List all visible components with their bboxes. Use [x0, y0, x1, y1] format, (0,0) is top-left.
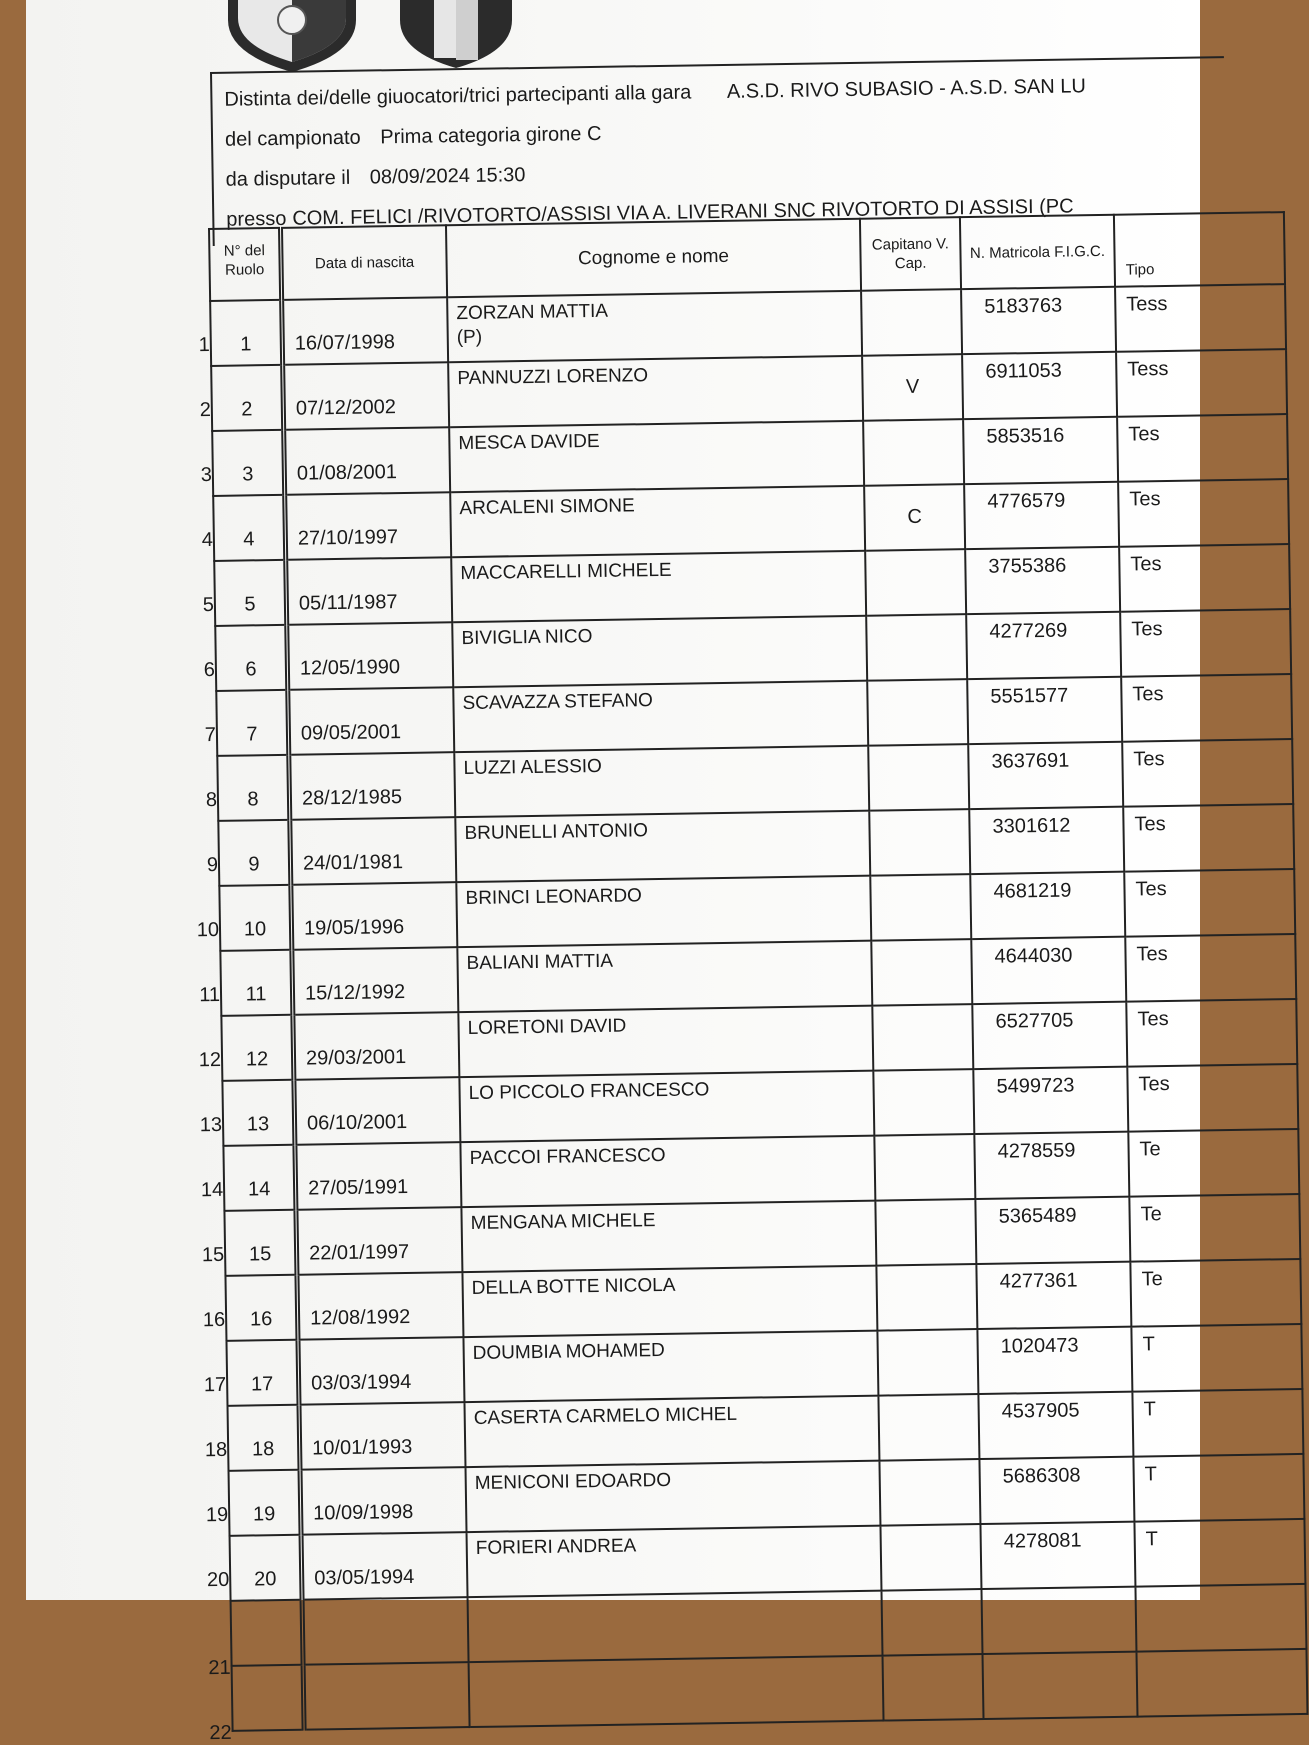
birth-date: 27/05/1991 — [295, 1142, 462, 1210]
figc-matricola: 4681219 — [970, 872, 1125, 939]
row-index: 8 — [205, 788, 218, 812]
ruolo-number: 1 — [240, 333, 252, 356]
tipo-cell: Tes — [1122, 739, 1293, 807]
ruolo-cell — [206, 820, 291, 886]
row-index: 10 — [196, 918, 220, 942]
header-capitano: Capitano V. Cap. — [860, 217, 961, 291]
player-name: ARCALENI SIMONE — [459, 495, 635, 520]
ruolo-number: 19 — [252, 1503, 276, 1526]
captain-mark — [877, 1329, 978, 1396]
player-name-cell — [459, 1071, 874, 1142]
player-name-cell — [462, 1266, 877, 1337]
row-index: 5 — [202, 593, 215, 617]
figc-matricola: 4537905 — [978, 1392, 1133, 1459]
player-name: DOUMBIA MOHAMED — [472, 1339, 665, 1364]
tipo-cell: Tes — [1123, 804, 1294, 872]
ruolo-number: 14 — [247, 1178, 271, 1201]
tipo-cell — [1136, 1649, 1307, 1717]
captain-mark — [883, 1654, 984, 1721]
player-name: ZORZAN MATTIA — [456, 300, 609, 325]
ruolo-number: 3 — [242, 463, 254, 486]
player-name — [478, 1661, 882, 1667]
birth-date: 10/01/1993 — [299, 1402, 466, 1470]
player-name: LUZZI ALESSIO — [463, 755, 602, 780]
row-index: 16 — [202, 1308, 226, 1332]
tipo-cell: T — [1134, 1519, 1305, 1587]
tipo-cell: T — [1131, 1324, 1302, 1392]
ruolo-cell — [204, 1405, 301, 1471]
player-name: MESCA DAVIDE — [458, 430, 600, 455]
figc-matricola: 5853516 — [963, 417, 1118, 484]
player-name-cell — [465, 1461, 880, 1532]
captain-mark — [875, 1199, 976, 1266]
captain-mark — [865, 549, 966, 616]
figc-matricola: 5365489 — [975, 1197, 1130, 1264]
venue: COM. FELICI /RIVOTORTO/ASSISI VIA A. LIVERANI SNC RIVOTORTO DI ASSISI (PC — [292, 195, 1074, 230]
captain-mark — [871, 939, 972, 1006]
player-name-cell — [463, 1331, 878, 1402]
birth-date: 01/08/2001 — [284, 427, 451, 495]
player-note: (P) — [456, 326, 483, 349]
player-name-cell — [451, 551, 866, 622]
ruolo-cell — [201, 1210, 297, 1276]
captain-mark — [876, 1264, 977, 1331]
ruolo-number: 20 — [253, 1568, 277, 1591]
birth-date: 10/09/1998 — [300, 1467, 467, 1535]
figc-matricola: 5551577 — [967, 677, 1122, 744]
birth-date: 16/07/1998 — [282, 297, 449, 365]
ruolo-number: 12 — [245, 1048, 269, 1071]
ruolo-cell — [196, 885, 292, 951]
match-title: A.S.D. RIVO SUBASIO - A.S.D. SAN LU — [726, 75, 1086, 103]
ruolo-cell — [205, 755, 290, 821]
ruolo-number: 8 — [247, 788, 259, 811]
player-name-cell — [455, 811, 870, 882]
player-name — [477, 1596, 881, 1602]
row-index: 3 — [200, 463, 213, 487]
birth-date: 29/03/2001 — [293, 1012, 460, 1080]
player-name-cell — [461, 1201, 876, 1272]
player-name: MENICONI EDOARDO — [474, 1469, 672, 1494]
player-name-cell — [469, 1656, 884, 1727]
player-name-cell — [452, 616, 867, 687]
captain-mark — [873, 1069, 974, 1136]
ruolo-number: 9 — [248, 853, 260, 876]
figc-matricola: 5183763 — [961, 287, 1116, 354]
figc-matricola: 4644030 — [971, 937, 1126, 1004]
ruolo-cell — [204, 690, 289, 756]
tipo-cell: Tes — [1124, 869, 1295, 937]
birth-date: 12/08/1992 — [297, 1272, 464, 1340]
captain-mark: V — [862, 354, 963, 421]
ruolo-cell — [199, 950, 293, 1016]
player-note — [477, 1596, 881, 1602]
row-index: 7 — [204, 723, 217, 747]
player-name-cell — [448, 356, 863, 427]
ruolo-number: 2 — [241, 398, 253, 421]
line1-label: Distinta dei/delle giuocatori/trici partecipanti alla gara — [224, 81, 692, 111]
birth-date: 09/05/2001 — [288, 687, 455, 755]
figc-matricola: 1020473 — [977, 1327, 1132, 1394]
captain-mark — [881, 1589, 982, 1656]
player-name-cell — [457, 941, 872, 1012]
figc-matricola: 4278559 — [974, 1132, 1129, 1199]
figc-matricola — [982, 1652, 1137, 1719]
document-sheet — [26, 0, 1200, 1745]
player-name-cell — [464, 1396, 879, 1467]
player-name: LORETONI DAVID — [467, 1015, 627, 1040]
captain-mark — [863, 419, 964, 486]
captain-mark — [869, 809, 970, 876]
tipo-cell: Te — [1128, 1129, 1299, 1197]
captain-mark — [874, 1134, 975, 1201]
figc-matricola: 5499723 — [973, 1067, 1128, 1134]
captain-mark — [866, 614, 967, 681]
birth-date — [302, 1597, 469, 1665]
captain-mark: C — [864, 484, 965, 551]
players-table-wrapper — [196, 212, 1281, 1745]
ruolo-cell — [200, 1145, 296, 1211]
ruolo-cell — [208, 1600, 304, 1680]
championship: Prima categoria girone C — [380, 122, 602, 149]
row-index: 19 — [205, 1503, 229, 1527]
row-index: 22 — [209, 1721, 232, 1745]
player-name: CASERTA CARMELO MICHEL — [473, 1403, 738, 1429]
birth-date: 15/12/1992 — [292, 947, 459, 1015]
figc-matricola — [981, 1587, 1136, 1654]
captain-mark — [878, 1394, 979, 1461]
birth-date: 28/12/1985 — [289, 752, 456, 820]
row-index: 18 — [204, 1438, 228, 1462]
header-ruolo: N° del Ruolo — [209, 228, 282, 301]
player-name-cell — [449, 421, 864, 492]
tipo-cell: Tes — [1117, 414, 1288, 482]
player-name-cell — [460, 1136, 875, 1207]
ruolo-cell — [203, 625, 288, 691]
tipo-cell: Tes — [1118, 479, 1289, 547]
birth-date: 22/01/1997 — [296, 1207, 463, 1275]
player-name: BALIANI MATTIA — [466, 950, 614, 975]
row-index: 14 — [200, 1178, 224, 1202]
player-name: MENGANA MICHELE — [470, 1210, 656, 1234]
tipo-cell: Tess — [1115, 284, 1286, 352]
figc-matricola: 3637691 — [968, 742, 1123, 809]
row-index: 17 — [203, 1373, 227, 1397]
header-nome: Cognome e nome — [446, 219, 861, 297]
line3-label: da disputare il — [225, 166, 351, 191]
captain-mark — [867, 679, 968, 746]
player-name-cell — [467, 1526, 882, 1597]
row-index: 12 — [198, 1048, 222, 1072]
player-name-cell — [458, 1006, 873, 1077]
player-name: MACCARELLI MICHELE — [460, 559, 672, 585]
birth-date: 24/01/1981 — [290, 817, 457, 885]
tipo-cell — [1135, 1584, 1306, 1652]
header-tipo: Tipo — [1114, 212, 1285, 287]
ruolo-number: 15 — [248, 1243, 272, 1266]
tipo-cell: T — [1133, 1454, 1304, 1522]
row-index: 11 — [199, 983, 221, 1007]
figc-matricola: 6527705 — [972, 1002, 1127, 1069]
ruolo-cell — [198, 1015, 294, 1081]
player-name: PANNUZZI LORENZO — [457, 365, 649, 390]
captain-mark — [868, 744, 969, 811]
figc-matricola: 4776579 — [964, 482, 1119, 549]
tipo-cell: Te — [1129, 1194, 1300, 1262]
ruolo-number: 16 — [249, 1308, 273, 1331]
captain-mark — [872, 1004, 973, 1071]
player-name: LO PICCOLO FRANCESCO — [468, 1079, 710, 1105]
ruolo-cell — [203, 1340, 299, 1406]
player-name: SCAVAZZA STEFANO — [462, 690, 654, 715]
header-matricola: N. Matricola F.I.G.C. — [960, 215, 1115, 289]
player-name-cell — [468, 1591, 883, 1662]
ruolo-number: 13 — [246, 1113, 270, 1136]
player-name-cell — [456, 876, 871, 947]
row-index: 1 — [198, 333, 211, 357]
ruolo-cell — [199, 365, 284, 431]
captain-mark — [880, 1524, 981, 1591]
players-table — [196, 211, 1308, 1745]
figc-matricola: 4277269 — [966, 612, 1121, 679]
header-nascita: Data di nascita — [281, 225, 448, 300]
ruolo-cell — [205, 1470, 302, 1536]
club-crest-right-logo — [396, 0, 516, 72]
birth-date — [303, 1662, 470, 1730]
ruolo-number: 10 — [243, 918, 267, 941]
ruolo-number: 11 — [245, 983, 267, 1006]
row-index: 9 — [206, 853, 219, 877]
ruolo-cell — [198, 300, 283, 366]
captain-mark — [879, 1459, 980, 1526]
figc-matricola: 4277361 — [976, 1262, 1131, 1329]
birth-date: 27/10/1997 — [285, 492, 452, 560]
ruolo-cell — [202, 560, 287, 626]
line4-label: presso — [226, 207, 287, 231]
birth-date: 03/03/1994 — [298, 1337, 465, 1405]
row-index: 6 — [203, 658, 216, 682]
tipo-cell: Tes — [1121, 674, 1292, 742]
row-index: 13 — [199, 1113, 223, 1137]
birth-date: 19/05/1996 — [291, 882, 458, 950]
match-datetime: 08/09/2024 15:30 — [369, 164, 526, 189]
player-name-cell — [453, 681, 868, 752]
figc-matricola: 3755386 — [965, 547, 1120, 614]
ruolo-cell — [202, 1275, 298, 1341]
captain-mark — [861, 289, 962, 356]
player-name: BRUNELLI ANTONIO — [464, 820, 649, 845]
ruolo-cell — [200, 430, 285, 496]
club-crest-left-logo — [222, 0, 362, 72]
row-index: 4 — [201, 528, 214, 552]
player-name-cell — [450, 486, 865, 557]
ruolo-number: 18 — [251, 1438, 275, 1461]
player-name-cell — [454, 746, 869, 817]
tipo-cell: Tes — [1119, 544, 1290, 612]
tipo-cell: Tess — [1116, 349, 1287, 417]
figc-matricola: 3301612 — [969, 807, 1124, 874]
tipo-cell: T — [1132, 1389, 1303, 1457]
ruolo-cell — [199, 1080, 295, 1146]
tipo-cell: Tes — [1127, 1064, 1298, 1132]
player-name: PACCOI FRANCESCO — [469, 1144, 666, 1170]
player-name: DELLA BOTTE NICOLA — [471, 1274, 676, 1299]
ruolo-number: 4 — [243, 528, 255, 551]
ruolo-cell — [206, 1535, 303, 1601]
player-note — [478, 1661, 882, 1667]
player-name: FORIERI ANDREA — [475, 1535, 637, 1559]
tipo-cell: Tes — [1125, 934, 1296, 1002]
ruolo-number: 6 — [245, 658, 257, 681]
figc-matricola: 6911053 — [962, 352, 1117, 419]
row-index: 20 — [206, 1568, 230, 1592]
player-name: BIVIGLIA NICO — [461, 626, 593, 650]
player-name: BRINCI LEONARDO — [465, 885, 643, 910]
line2-label: del campionato — [224, 126, 361, 151]
tipo-cell: Tes — [1120, 609, 1291, 677]
birth-date: 06/10/2001 — [294, 1077, 461, 1145]
birth-date: 07/12/2002 — [283, 362, 450, 430]
ruolo-cell — [201, 495, 286, 561]
birth-date: 12/05/1990 — [287, 622, 454, 690]
tipo-cell: Tes — [1126, 999, 1297, 1067]
tipo-cell: Te — [1130, 1259, 1301, 1327]
figc-matricola: 5686308 — [979, 1457, 1134, 1524]
row-index: 15 — [201, 1243, 225, 1267]
birth-date: 05/11/1987 — [286, 557, 453, 625]
captain-mark — [870, 874, 971, 941]
birth-date: 03/05/1994 — [301, 1532, 468, 1600]
ruolo-number: 5 — [244, 593, 256, 616]
figc-matricola: 4278081 — [980, 1522, 1135, 1589]
ruolo-number: 7 — [246, 723, 258, 746]
row-index: 2 — [199, 398, 212, 422]
row-index: 21 — [208, 1656, 231, 1680]
ruolo-number: 17 — [250, 1373, 274, 1396]
player-name-cell — [447, 291, 862, 362]
